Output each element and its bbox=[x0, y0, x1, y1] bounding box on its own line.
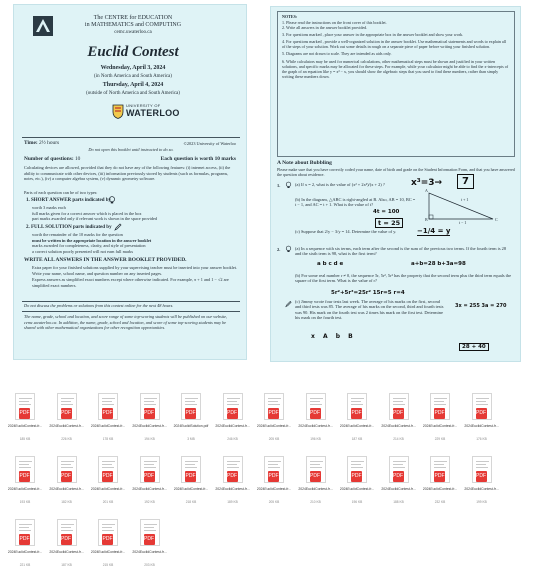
file-size: 221 KB bbox=[19, 563, 31, 567]
file-name: 2024EuclidContest-fr... bbox=[339, 424, 375, 428]
q2b-handwritten-work: 5r²+5r³=25r² 15r=5 r=4 bbox=[331, 290, 405, 296]
calculator-rules: Calculating devices are allowed, provided that they do not have any of the following features: (i) internet access, (ii) the ability to communicate with other devices, (iii) information previously stored by students (such as formulas, programs, notes, etc.), (iv) a computer algebra system, (v) dynamic geometry software. bbox=[24, 165, 231, 182]
file-name: 2024EuclidContest-fr... bbox=[7, 550, 43, 554]
each-question-worth: Each question is worth 10 marks bbox=[160, 156, 236, 162]
date-line-2: Thursday, April 4, 2024 bbox=[102, 82, 164, 88]
file-item[interactable] bbox=[130, 393, 166, 451]
file-item[interactable] bbox=[254, 393, 290, 451]
file-item[interactable] bbox=[379, 456, 415, 514]
diagram-label-b: B bbox=[425, 217, 428, 222]
pdf-icon: PDF bbox=[102, 534, 113, 545]
question-2b: (b) For some real number r ≠ 0, the sequence 5r, 5r², 5r³ has the property that the second term plus the third term equals the square of the first term. What is the value of r? bbox=[295, 273, 512, 284]
question-1a: (a) If x = 2, what is the value of (x² + 2x²)/(x + 2) ? bbox=[295, 182, 385, 187]
file-name: 2024EuclidContest-fr... bbox=[422, 424, 458, 428]
file-item[interactable] bbox=[5, 393, 41, 451]
file-name: 2024EuclidContest-fr... bbox=[215, 487, 250, 491]
file-size: 192 KB bbox=[144, 500, 155, 504]
extra-bullet-2: Express answers as simplified exact numbers except where otherwise indicated. For example, π + 1 and 1 − √2 are simplified exact numbers. bbox=[32, 277, 229, 288]
file-name: 2024EuclidContest-fr... bbox=[464, 424, 499, 428]
file-size: 232 KB bbox=[434, 500, 446, 504]
notes-box bbox=[277, 11, 515, 157]
contest-cover-page[interactable] bbox=[13, 4, 247, 360]
uw-line-2: WATERLOO bbox=[126, 108, 180, 118]
pdf-icon: PDF bbox=[351, 408, 362, 419]
file-size: 205 KB bbox=[268, 437, 280, 441]
file-name: 2024EuclidContest-fr... bbox=[298, 487, 333, 491]
file-size: 205 KB bbox=[268, 500, 280, 504]
pdf-icon: PDF bbox=[19, 471, 30, 482]
file-size: 203 KB bbox=[144, 563, 155, 567]
full-bullet-1: worth the remainder of the 10 marks for the question bbox=[32, 232, 123, 237]
file-item[interactable] bbox=[47, 456, 83, 514]
file-name: 2024EuclidContest-fr... bbox=[298, 424, 333, 428]
cover-header bbox=[28, 15, 238, 97]
short-answer-title: 1. SHORT ANSWER parts indicated by bbox=[26, 198, 112, 203]
pdf-icon: PDF bbox=[102, 408, 113, 419]
file-size: 178 KB bbox=[102, 437, 114, 441]
pdf-icon: PDF bbox=[102, 471, 113, 482]
time-row bbox=[24, 140, 59, 147]
file-name: 2024EuclidContest-fr... bbox=[7, 424, 43, 428]
lightbulb-icon bbox=[285, 181, 292, 189]
file-item[interactable] bbox=[88, 393, 124, 451]
question-2-number: 2. bbox=[277, 247, 281, 252]
contest-title: Euclid Contest bbox=[87, 44, 179, 60]
file-item[interactable] bbox=[213, 393, 249, 451]
lightbulb-icon bbox=[285, 245, 292, 253]
pdf-icon: PDF bbox=[61, 408, 72, 419]
pdf-icon: PDF bbox=[434, 471, 445, 482]
full-solution-title: 2. FULL SOLUTION parts indicated by bbox=[26, 225, 112, 230]
file-name: 2024EuclidContest-fr... bbox=[339, 487, 375, 491]
uwaterloo-crest-icon bbox=[112, 104, 124, 119]
file-size: 188 KB bbox=[393, 500, 404, 504]
bubbling-text: Please make sure that you have correctly coded your name, date of birth and grade on the Student Information Form, and that you have answered the question about residence. bbox=[277, 167, 515, 178]
q1c-handwritten-work: −1/4 = y bbox=[417, 227, 451, 235]
date-line-1: Wednesday, April 3, 2024 bbox=[100, 65, 166, 71]
file-name: 2024EuclidSolution.pdf bbox=[173, 424, 209, 428]
file-size: 196 KB bbox=[351, 500, 363, 504]
file-size: 3 MB bbox=[187, 437, 195, 441]
full-bullet-4: a correct solution poorly presented will not earn full marks bbox=[32, 248, 134, 254]
file-size: 194 KB bbox=[144, 437, 155, 441]
pdf-icon: PDF bbox=[393, 471, 404, 482]
file-size: 226 KB bbox=[61, 437, 72, 441]
file-item[interactable] bbox=[337, 456, 373, 514]
file-item[interactable] bbox=[130, 519, 166, 567]
org-line-2: in MATHEMATICS and COMPUTING bbox=[84, 22, 182, 28]
file-size: 199 KB bbox=[476, 500, 487, 504]
time-value: 2½ hours bbox=[39, 140, 60, 146]
diagram-label-base: t − 1 bbox=[459, 220, 467, 225]
q1b-handwritten-work-2: t = 25 bbox=[375, 218, 403, 228]
diagram-label-a: A bbox=[425, 188, 428, 193]
file-item[interactable] bbox=[47, 393, 83, 451]
note-item: 5. Diagrams are not drawn to scale. They are intended as aids only. bbox=[282, 51, 392, 57]
file-item[interactable] bbox=[337, 393, 373, 451]
pdf-icon: PDF bbox=[310, 471, 321, 482]
divider bbox=[22, 301, 240, 302]
file-size: 229 KB bbox=[434, 437, 446, 441]
file-name: 2024EuclidContest-fr... bbox=[49, 424, 84, 428]
pdf-icon: PDF bbox=[61, 534, 72, 545]
file-name: 2024EuclidContest-fr... bbox=[381, 424, 416, 428]
uwaterloo-logo bbox=[112, 103, 180, 123]
org-url: cemc.uwaterloo.ca bbox=[114, 30, 152, 35]
file-name: 2024EuclidContest-fr... bbox=[7, 487, 43, 491]
q2c-handwritten-work-1: x A b B bbox=[311, 333, 353, 340]
full-bullet-2: must be written in the appropriate location in the answer booklet bbox=[32, 237, 152, 243]
q1a-answer-box: 7 bbox=[457, 174, 474, 189]
do-not-open: Do not open this booklet until instructed to do so. bbox=[88, 147, 174, 152]
file-item[interactable] bbox=[296, 393, 332, 451]
file-name: 2024EuclidContest-fr... bbox=[132, 487, 167, 491]
pdf-icon: PDF bbox=[476, 471, 487, 482]
file-size: 187 KB bbox=[351, 437, 363, 441]
note-item: 3. For questions marked , place your answer in the appropriate box in the answer booklet and show your work. bbox=[282, 32, 464, 38]
file-item[interactable] bbox=[420, 393, 456, 451]
file-item[interactable] bbox=[254, 456, 290, 514]
pdf-icon: PDF bbox=[144, 471, 155, 482]
question-1b: (b) In the diagram, △ABC is right-angled at B. Also, AB = 10, BC = t − 1, and AC = t + 1. What is the value of t? bbox=[295, 197, 416, 208]
diagram-label-hypotenuse: t + 1 bbox=[461, 197, 469, 202]
file-size: 210 KB bbox=[310, 500, 321, 504]
pdf-icon: PDF bbox=[476, 408, 487, 419]
file-item[interactable] bbox=[88, 456, 124, 514]
publication-notice: The name, grade, school and location, and score range of some top-scoring students will be published on our website, cemc.uwaterloo.ca. In addition, the name, grade, school and location, and score of some top-scoring students may be shared with other mathematical organizations for other recognition opportunities. bbox=[24, 314, 228, 331]
file-size: 189 KB bbox=[227, 500, 238, 504]
file-name: 2024EuclidContest-fr... bbox=[49, 550, 84, 554]
question-2c: (c) Jimmy wrote four tests last week. The average of his marks on the first, second and third tests was 85. The average of his marks on the second, third and fourth tests was 90. His mark on the fourth test was 2 times his mark on the first test. Determine his mark on the fourth test. bbox=[295, 299, 444, 321]
num-questions-label: Number of questions: bbox=[24, 156, 74, 162]
file-item[interactable] bbox=[462, 393, 498, 451]
date-note-1: (in North America and South America) bbox=[94, 73, 172, 79]
pdf-icon: PDF bbox=[19, 534, 30, 545]
pdf-icon: PDF bbox=[268, 471, 279, 482]
pdf-icon: PDF bbox=[61, 471, 72, 482]
file-name: 2024EuclidContest-fr... bbox=[381, 487, 416, 491]
bubbling-title: A Note about Bubbling bbox=[277, 160, 332, 166]
q2c-handwritten-work-2: 3x = 255 3a = 270 bbox=[455, 303, 507, 309]
pdf-icon: PDF bbox=[227, 408, 238, 419]
full-bullet-3: marks awarded for completeness, clarity, and style of presentation bbox=[32, 243, 146, 249]
lightbulb-icon bbox=[108, 196, 116, 204]
note-item: 2. Write all answers in the answer booklet provided. bbox=[282, 25, 368, 31]
file-size: 214 KB bbox=[393, 437, 404, 441]
file-item[interactable] bbox=[5, 519, 41, 567]
no-discuss-notice: Do not discuss the problems or solutions from this contest online for the next 48 hours. bbox=[24, 303, 174, 308]
q2a-handwritten-work-2: a+b=28 b+3a=98 bbox=[411, 261, 466, 267]
pdf-icon: PDF bbox=[310, 408, 321, 419]
pdf-icon: PDF bbox=[185, 471, 196, 482]
pdf-icon: PDF bbox=[268, 408, 279, 419]
file-item[interactable] bbox=[420, 456, 456, 514]
extra-bullet-1: Extra paper for your finished solutions supplied by your supervising teacher must be inserted into your answer booklet. Write your name, school name, and question number on any inserted pages. bbox=[32, 265, 238, 276]
pdf-icon: PDF bbox=[434, 408, 445, 419]
date-note-2: (outside of North America and South America) bbox=[86, 90, 180, 96]
full-solution-bullets bbox=[32, 232, 232, 254]
copyright: ©2023 University of Waterloo bbox=[183, 141, 236, 146]
file-item[interactable] bbox=[379, 393, 415, 451]
file-size: 201 KB bbox=[102, 500, 114, 504]
file-size: 176 KB bbox=[476, 437, 487, 441]
file-item[interactable] bbox=[296, 456, 332, 514]
short-bullet-1: worth 3 marks each bbox=[32, 205, 66, 210]
file-name: 2024EuclidContest-fr... bbox=[422, 487, 458, 491]
q2c-handwritten-work-3: 28 + 40 bbox=[459, 343, 489, 351]
divider bbox=[22, 311, 240, 312]
file-size: 215 KB bbox=[102, 563, 114, 567]
pdf-icon: PDF bbox=[144, 408, 155, 419]
file-item[interactable] bbox=[47, 519, 83, 567]
file-name: 2024EuclidContest-fr... bbox=[173, 487, 209, 491]
question-2a: (a) In a sequence with six terms, each term after the second is the sum of the previous two terms. If the fourth term is 28 and the sixth term is 98, what is the first term? bbox=[295, 246, 507, 257]
pdf-icon: PDF bbox=[19, 408, 30, 419]
diagram-label-c: C bbox=[495, 217, 498, 222]
pencil-icon bbox=[114, 223, 122, 231]
q1b-handwritten-work-1: 4t = 100 bbox=[373, 209, 400, 215]
file-item[interactable] bbox=[171, 456, 207, 514]
file-item[interactable] bbox=[462, 456, 498, 514]
q1a-handwritten-work: x³=3→ bbox=[411, 178, 443, 188]
pdf-icon: PDF bbox=[144, 534, 155, 545]
contest-questions-page[interactable] bbox=[270, 6, 521, 362]
file-name: 2024EuclidContest-fr... bbox=[464, 487, 499, 491]
file-size: 246 KB bbox=[227, 437, 238, 441]
pdf-icon: PDF bbox=[227, 471, 238, 482]
pdf-icon: PDF bbox=[351, 471, 362, 482]
short-bullet-2: full marks given for a correct answer which is placed in the box bbox=[32, 210, 142, 216]
note-item: 4. For questions marked , provide a well-organized solution in the answer booklet. Use mathematical statements and words to explain all of the steps of your solution. Work out some details in rough on a separate piece of paper before writing your finished solution. bbox=[282, 39, 507, 50]
file-size: 218 KB bbox=[185, 500, 197, 504]
file-name: 2024EuclidContest-fr... bbox=[90, 424, 126, 428]
note-item: 6. While calculators may be used for numerical calculations, other mathematical steps must be shown and justified in your written solutions, and specific marks may be allocated for these steps. For example, while your calculator might be able to find the x-intercepts of the graph of an equation like y = x³ − x, you should show the algebraic steps that you used to find these numbers, rather than simply writing these numbers down. bbox=[282, 58, 509, 79]
file-name: 2024EuclidContest-fr... bbox=[256, 424, 292, 428]
question-1c: (c) Suppose that 2/y − 3/y = 14. Determine the value of y. bbox=[295, 229, 397, 234]
file-name: 2024EuclidContest-fr... bbox=[256, 487, 292, 491]
file-item[interactable] bbox=[213, 456, 249, 514]
file-name: 2024EuclidContest-fr... bbox=[90, 550, 126, 554]
file-name: 2024EuclidContest-fr... bbox=[215, 424, 250, 428]
short-bullet-3: part marks awarded only if relevant work is shown in the space provided bbox=[32, 216, 158, 222]
write-all-answers: WRITE ALL ANSWERS IN THE ANSWER BOOKLET PROVIDED. bbox=[24, 257, 187, 263]
file-item[interactable] bbox=[171, 393, 207, 451]
file-size: 187 KB bbox=[61, 563, 72, 567]
file-size: 182 KB bbox=[61, 500, 72, 504]
pdf-icon: PDF bbox=[185, 408, 196, 419]
pencil-icon bbox=[285, 300, 292, 308]
short-answer-bullets bbox=[32, 205, 232, 222]
uw-line-1: UNIVERSITY OF bbox=[126, 103, 161, 108]
org-line-1: The CENTRE for EDUCATION bbox=[93, 15, 173, 21]
file-name: 2024EuclidContest-fr... bbox=[90, 487, 126, 491]
file-size: 185 KB bbox=[19, 437, 31, 441]
num-questions bbox=[24, 156, 80, 163]
notes-title: NOTES: bbox=[282, 14, 298, 19]
file-size: 196 KB bbox=[310, 437, 321, 441]
file-name: 2024EuclidContest-fr... bbox=[49, 487, 84, 491]
file-name: 2024EuclidContest-fr... bbox=[132, 550, 167, 554]
file-name: 2024EuclidContest-fr... bbox=[132, 424, 167, 428]
question-1-number: 1. bbox=[277, 183, 281, 188]
file-item[interactable] bbox=[88, 519, 124, 567]
num-questions-value: 10 bbox=[74, 156, 81, 162]
file-size: 193 KB bbox=[19, 500, 31, 504]
divider bbox=[22, 137, 240, 138]
extra-instructions bbox=[32, 265, 238, 288]
file-item[interactable] bbox=[5, 456, 41, 514]
file-item[interactable] bbox=[130, 456, 166, 514]
pdf-icon: PDF bbox=[393, 408, 404, 419]
notes-list bbox=[282, 20, 510, 79]
note-item: 1. Please read the instructions on the front cover of this booklet. bbox=[282, 20, 387, 25]
q2a-handwritten-work-1: a b c d e bbox=[317, 261, 344, 267]
parts-intro: Parts of each question can be of two types: bbox=[24, 190, 98, 195]
time-label: Time: bbox=[24, 140, 38, 146]
